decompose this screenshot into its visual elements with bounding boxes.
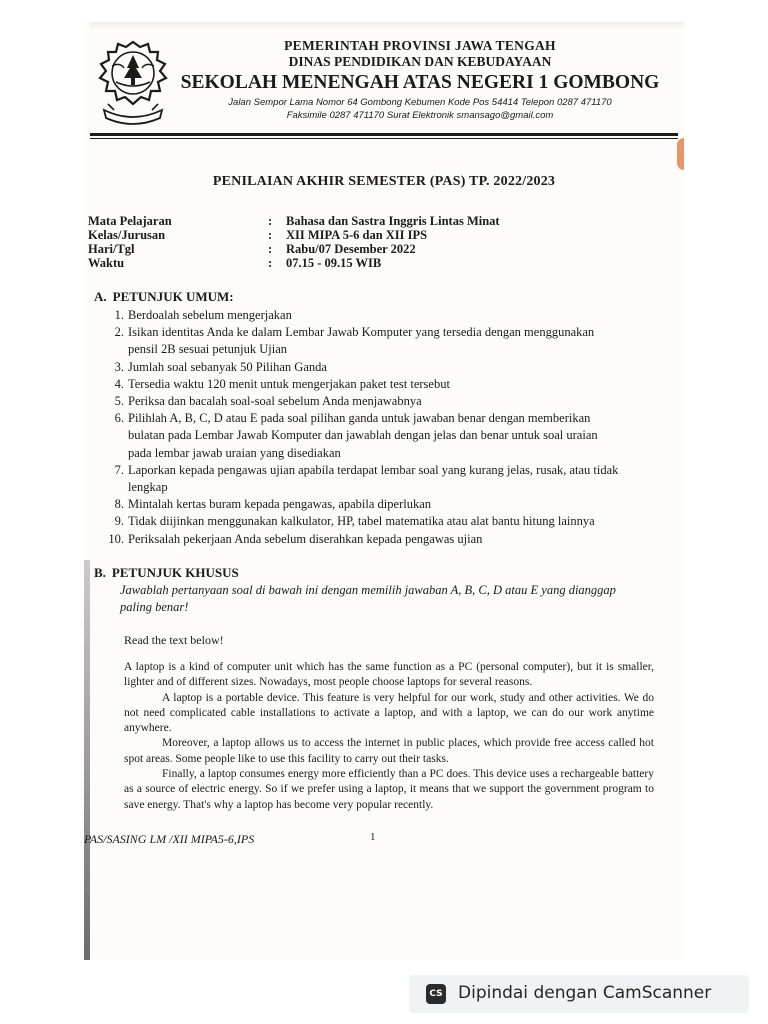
- list-item-text: Mintalah kertas buram kepada pengawas, apabila diperlukan: [128, 497, 432, 512]
- list-item: [106, 410, 624, 462]
- list-item-number: 10.: [108, 531, 124, 546]
- camscanner-label: Dipindai dengan CamScanner: [458, 983, 712, 1003]
- section-a-number: A.: [94, 289, 107, 304]
- footer-exam-code: PAS/SASING LM /XII MIPA5-6,IPS: [84, 832, 255, 846]
- list-item-text: Tersedia waktu 120 menit untuk mengerjakan paket test tersebut: [128, 376, 450, 391]
- list-item-number: 9.: [114, 514, 124, 529]
- section-b-title: PETUNJUK KHUSUS: [111, 565, 239, 580]
- info-row-subject: [88, 214, 648, 228]
- list-item-number: 7.: [114, 462, 124, 477]
- list-item: [106, 359, 624, 376]
- section-a-heading: [94, 289, 234, 305]
- list-item: [106, 307, 624, 324]
- passage-paragraph: A laptop is a kind of computer unit which has the same function as a PC (personal computer), but it is smaller, lighter and of different sizes. Nowadays, most people choose laptops for several reasons.: [124, 661, 654, 689]
- list-item: [106, 393, 624, 410]
- list-item: [106, 324, 624, 358]
- info-value: 07.15 - 09.15 WIB: [286, 256, 382, 270]
- letterhead-government: PEMERINTAH PROVINSI JAWA TENGAH: [284, 38, 556, 53]
- list-item-number: 8.: [114, 497, 124, 512]
- section-b-instruction: Jawablah pertanyaan soal di bawah ini dengan memilih jawaban A, B, C, D atau E yang dianggap paling benar!: [120, 583, 616, 614]
- list-item: [106, 513, 624, 530]
- info-label: Hari/Tgl: [88, 242, 135, 256]
- exam-info-block: [88, 214, 648, 270]
- general-instructions-list: [106, 307, 624, 548]
- list-item-number: 1.: [114, 308, 124, 322]
- list-item-text: Isikan identitas Anda ke dalam Lembar Jawab Komputer yang tersedia dengan menggunakan pensil 2B sesuai petunjuk Ujian: [128, 325, 595, 357]
- letterhead-contact: Faksimile 0287 471170 Surat Elektronik smansago@gmail.com: [286, 110, 554, 121]
- exam-title: PENILAIAN AKHIR SEMESTER (PAS) TP. 2022/2023: [212, 174, 556, 189]
- info-colon: :: [268, 242, 273, 256]
- reading-passage: [124, 660, 654, 813]
- camscanner-logo-icon: CS: [426, 984, 446, 1004]
- info-colon: :: [268, 214, 273, 228]
- page-shadow-top: [90, 22, 684, 30]
- section-b-number: B.: [94, 565, 106, 580]
- binder-clip-mark: [677, 138, 684, 170]
- info-label: Waktu: [88, 256, 125, 270]
- info-row-time: [88, 256, 648, 270]
- list-item-number: 5.: [114, 394, 124, 409]
- list-item-text: Laporkan kepada pengawas ujian apabila terdapat lembar soal yang kurang jelas, rusak, atau tidak lengkap: [128, 462, 619, 495]
- info-label: Mata Pelajaran: [88, 214, 172, 228]
- info-value: Bahasa dan Sastra Inggris Lintas Minat: [286, 214, 500, 228]
- page-shadow-left: [84, 560, 90, 960]
- list-item-number: 2.: [114, 325, 124, 340]
- list-item-number: 4.: [114, 376, 124, 391]
- info-colon: :: [268, 228, 273, 242]
- info-value: Rabu/07 Desember 2022: [286, 242, 416, 256]
- letterhead-school-name: SEKOLAH MENENGAH ATAS NEGERI 1 GOMBONG: [180, 72, 660, 93]
- letterhead-rule-thick: [90, 133, 678, 136]
- section-b-heading: [94, 565, 239, 581]
- letterhead: [180, 38, 660, 122]
- list-item: [106, 531, 624, 548]
- section-a-title: PETUNJUK UMUM:: [112, 289, 234, 304]
- info-colon: :: [268, 256, 273, 270]
- list-item: [106, 376, 624, 393]
- info-value: XII MIPA 5-6 dan XII IPS: [286, 228, 428, 242]
- list-item-text: Pilihlah A, B, C, D atau E pada soal pilihan ganda untuk jawaban benar dengan memberikan bulatan pada Lembar Jawab Komputer dan jawablah dengan jelas dan benar untuk soal uraian pada lembar jawab uraian yang disediakan: [128, 411, 598, 460]
- list-item-number: 3.: [114, 359, 124, 374]
- passage-paragraph: Finally, a laptop consumes energy more efficiently than a PC does. This device uses a rechargeable battery as a source of electric energy. So if we prefer using a laptop, it means that we support the government program to save energy. That's why a laptop has become very popular recently.: [124, 768, 654, 811]
- camscanner-watermark: [409, 975, 749, 1013]
- list-item-text: Berdoalah sebelum mengerjakan: [128, 308, 292, 322]
- list-item-number: 6.: [114, 411, 124, 426]
- page-number: 1: [370, 831, 376, 843]
- letterhead-address: Jalan Sempor Lama Nomor 64 Gombong Kebumen Kode Pos 54414 Telepon 0287 471170: [228, 97, 612, 108]
- jawa-tengah-emblem-icon: [94, 38, 172, 128]
- list-item-text: Tidak diijinkan menggunakan kalkulator, HP, tabel matematika atau alat bantu hitung lainnya: [128, 514, 595, 529]
- letterhead-department: DINAS PENDIDIKAN DAN KEBUDAYAAN: [288, 54, 552, 69]
- reading-prompt: Read the text below!: [124, 633, 224, 647]
- list-item-text: Periksalah pekerjaan Anda sebelum diserahkan kepada pengawas ujian: [128, 531, 483, 546]
- letterhead-rule-thin: [90, 138, 678, 139]
- list-item-text: Periksa dan bacalah soal-soal sebelum Anda menjawabnya: [128, 394, 422, 409]
- passage-paragraph: A laptop is a portable device. This feature is very helpful for our work, study and other activities. We do not need complicated cable installations to activate a laptop, and with a laptop, we can do our work anytime anywhere.: [124, 691, 654, 735]
- list-item: [106, 496, 624, 513]
- info-row-date: [88, 242, 648, 256]
- list-item: [106, 462, 624, 496]
- info-label: Kelas/Jurusan: [88, 228, 166, 242]
- list-item-text: Jumlah soal sebanyak 50 Pilihan Ganda: [128, 359, 327, 374]
- info-row-class: [88, 228, 648, 242]
- passage-paragraph: Moreover, a laptop allows us to access the internet in public places, which provide free access called hot spot areas. Some people like to use this facility to carry out their tasks.: [124, 737, 654, 765]
